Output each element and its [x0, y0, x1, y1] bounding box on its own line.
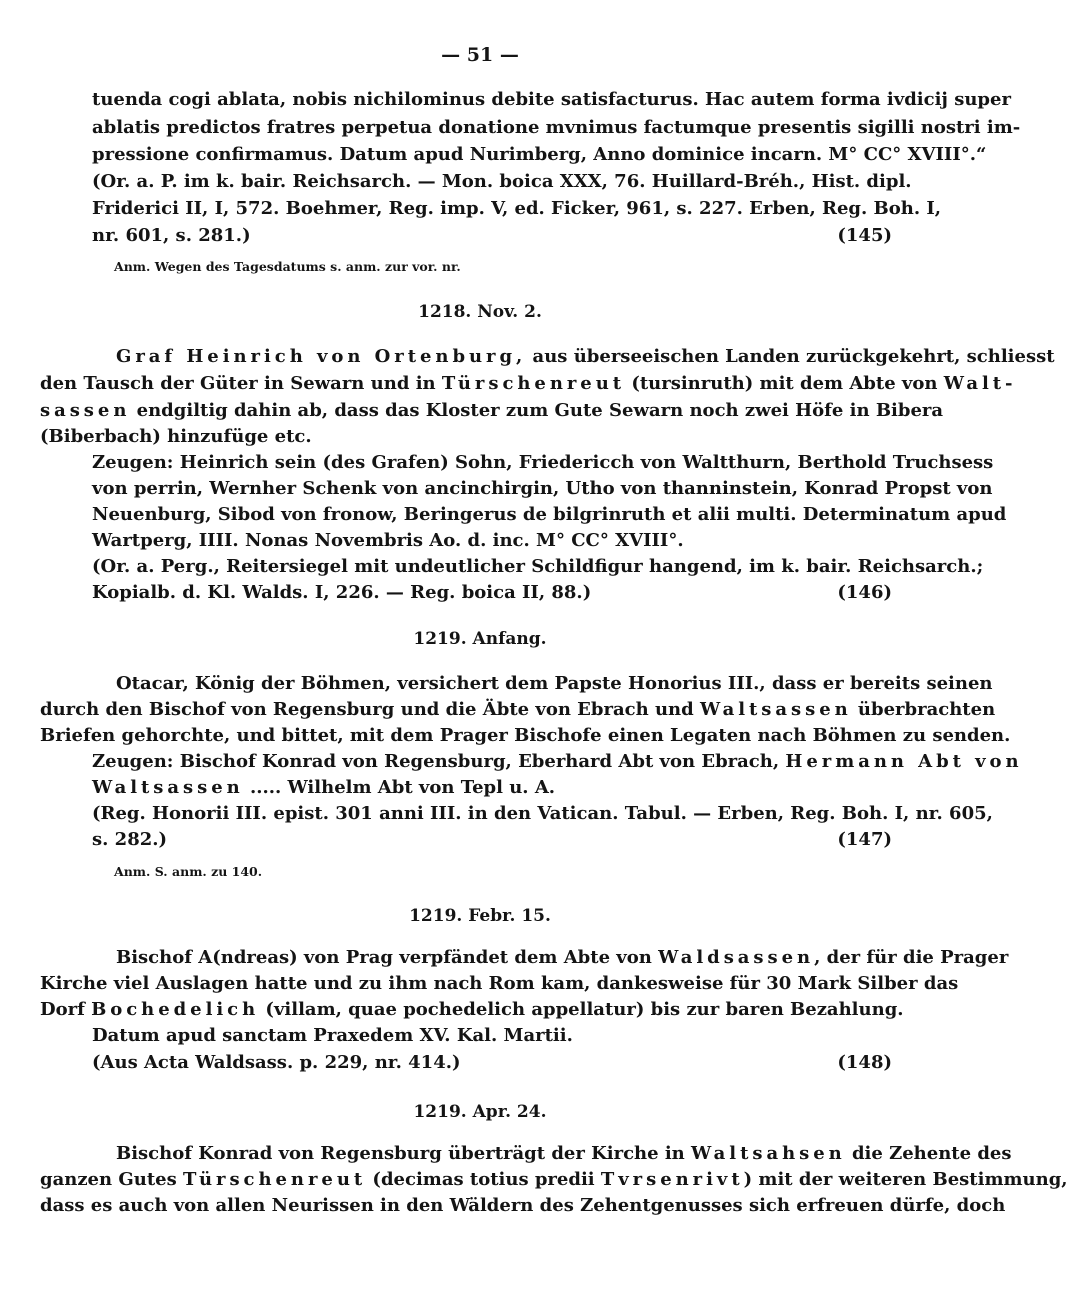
text-line: [40, 1168, 1068, 1192]
entry-number: (145): [837, 225, 892, 246]
text-line: [92, 1051, 892, 1075]
spaced-name: Hermann Abt von: [785, 751, 1023, 772]
spaced-name: Waltsassen: [699, 699, 852, 720]
text-span: , der für die Prager: [814, 947, 1009, 968]
entry-number: (148): [837, 1052, 892, 1073]
text-line: [92, 776, 892, 800]
spaced-name: Türschenreut: [441, 373, 626, 394]
text-span: ) mit der weiteren Bestimmung,: [743, 1169, 1068, 1190]
text-line: [92, 750, 1023, 774]
text-span: Otacar, König der Böhmen, versichert dem Papste Honorius III., dass er bereits seinen: [116, 673, 993, 694]
text-line: Wartperg, IIII. Nonas Novembris Ao. d. inc. M° CC° XVIII°.: [92, 530, 684, 551]
citation-text: s. 282.): [92, 829, 168, 850]
text-span: ganzen Gutes: [40, 1169, 183, 1190]
text-span: Bischof Konrad von Regensburg überträgt der Kirche in: [116, 1143, 692, 1164]
entry-number: (147): [837, 829, 892, 850]
text-line: [40, 372, 1017, 396]
text-span: die Zehente des: [845, 1143, 1012, 1164]
text-line: (Reg. Honorii III. epist. 301 anni III. in den Vatican. Tabul. — Erben, Reg. Boh. I, nr. 605,: [92, 803, 993, 824]
text-line: [92, 828, 892, 852]
text-line: dass es auch von allen Neurissen in den Wäldern des Zehentgenusses sich erfreuen dürfe, doch: [40, 1195, 1006, 1216]
text-line: (Or. a. Perg., Reitersiegel mit undeutlicher Schildfigur hangend, im k. bair. Reichsarch.;: [92, 556, 984, 577]
text-line: Briefen gehorchte, und bittet, mit dem Prager Bischofe einen Legaten nach Böhmen zu senden.: [40, 725, 1011, 746]
spaced-name: Graf Heinrich von Ortenburg,: [116, 346, 527, 367]
text-span: durch den Bischof von Regensburg und die Äbte von Ebrach und: [40, 699, 700, 720]
citation-text: (Aus Acta Waldsass. p. 229, nr. 414.): [92, 1052, 461, 1073]
text-line: (Biberbach) hinzufüge etc.: [40, 426, 312, 447]
text-span: Zeugen: Bischof Konrad von Regensburg, Eberhard Abt von Ebrach,: [92, 751, 786, 772]
text-line: (Or. a. P. im k. bair. Reichsarch. — Mon. boica XXX, 76. Huillard-Bréh., Hist. dipl.: [92, 171, 912, 192]
text-span: (villam, quae pochedelich appellatur) bis zur baren Bezahlung.: [259, 999, 904, 1020]
text-line: pressione confirmamus. Datum apud Nurimberg, Anno dominice incarn. M° CC° XVIII°.“: [92, 144, 987, 165]
text-span: aus überseeischen Landen zurückgekehrt, schliesst: [526, 346, 1055, 367]
text-line: [40, 345, 1055, 369]
text-line: [40, 698, 996, 722]
entry-date-heading: 1218. Nov. 2.: [418, 302, 542, 322]
page-number: — 51 —: [441, 44, 519, 66]
spaced-name: Waltsahsen: [691, 1143, 846, 1164]
footnote: Anm. S. anm. zu 140.: [114, 864, 263, 879]
spaced-name: sassen: [40, 400, 131, 421]
spaced-name: Türschenreut: [183, 1169, 367, 1190]
text-line: ablatis predictos fratres perpetua donatione mvnimus factumque presentis sigilli nostri im-: [92, 117, 1021, 138]
text-line: [92, 224, 892, 248]
text-line: Zeugen: Heinrich sein (des Grafen) Sohn, Friedericch von Waltthurn, Berthold Truchsess: [92, 452, 994, 473]
text-span: (decimas totius predii: [366, 1169, 601, 1190]
text-line: [92, 581, 892, 605]
text-line: [40, 399, 944, 423]
text-line: Neuenburg, Sibod von fronow, Beringerus de bilgrinruth et alii multi. Determinatum apud: [92, 504, 1007, 525]
text-span: ..... Wilhelm Abt von Tepl u. A.: [243, 777, 556, 798]
text-span: (tursinruth) mit dem Abte von: [625, 373, 944, 394]
citation-text: nr. 601, s. 281.): [92, 225, 251, 246]
footnote: Anm. Wegen des Tagesdatums s. anm. zur vor. nr.: [114, 259, 461, 274]
entry-date-heading: 1219. Anfang.: [413, 629, 547, 649]
text-line: [40, 672, 993, 696]
text-line: Friderici II, I, 572. Boehmer, Reg. imp. V, ed. Ficker, 961, s. 227. Erben, Reg. Boh. I,: [92, 198, 942, 219]
spaced-name: Waldsassen: [658, 947, 815, 968]
spaced-name: Waltsassen: [92, 777, 244, 798]
spaced-name: Bochedelich: [91, 999, 260, 1020]
text-line: Kirche viel Auslagen hatte und zu ihm nach Rom kam, dankesweise für 30 Mark Silber das: [40, 973, 959, 994]
entry-date-heading: 1219. Apr. 24.: [413, 1102, 547, 1122]
text-line: [40, 946, 1009, 970]
text-span: Bischof A(ndreas) von Prag verpfändet dem Abte von: [116, 947, 659, 968]
text-line: von perrin, Wernher Schenk von ancinchirgin, Utho von thanninstein, Konrad Propst von: [92, 478, 993, 499]
text-span: überbrachten: [851, 699, 996, 720]
text-line: tuenda cogi ablata, nobis nichilominus debite satisfacturus. Hac autem forma ivdicij super: [92, 89, 1011, 110]
entry-date-heading: 1219. Febr. 15.: [409, 906, 551, 926]
spaced-name: Tvrsenrivt: [600, 1169, 744, 1190]
text-line: [40, 1142, 1012, 1166]
spaced-name: Walt-: [943, 373, 1017, 394]
entry-number: (146): [837, 582, 892, 603]
text-span: Dorf: [40, 999, 92, 1020]
text-line: Datum apud sanctam Praxedem XV. Kal. Martii.: [92, 1025, 573, 1046]
text-line: [40, 998, 902, 1022]
text-span: den Tausch der Güter in Sewarn und in: [40, 373, 442, 394]
citation-text: Kopialb. d. Kl. Walds. I, 226. — Reg. boica II, 88.): [92, 582, 592, 603]
text-span: endgiltig dahin ab, dass das Kloster zum Gute Sewarn noch zwei Höfe in Bibera: [130, 400, 944, 421]
